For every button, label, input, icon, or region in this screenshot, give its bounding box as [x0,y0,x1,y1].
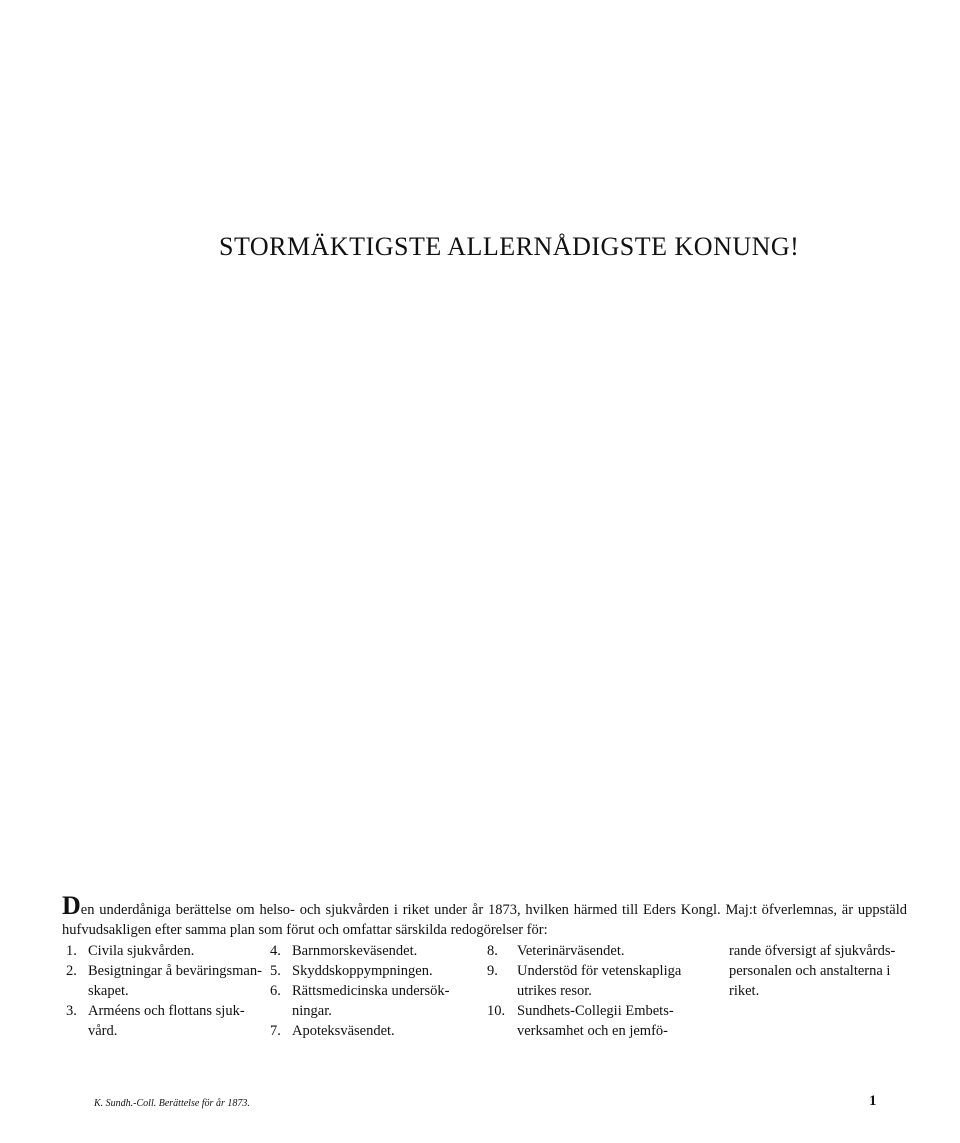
list-item-line: vård. [88,1023,118,1039]
list-item [66,961,276,1001]
list-item-line: Civila sjukvården. [88,943,195,959]
footer-source-line: K. Sundh.-Coll. Berättelse för år 1873. [94,1098,250,1109]
page-number: 1 [869,1093,877,1109]
list-item [270,961,490,981]
list-item-line: utrikes resor. [517,983,592,999]
list-column-1 [66,941,276,1041]
drop-cap: D [62,891,81,920]
list-item [270,941,490,961]
list-item-number: 3. [66,1003,77,1019]
list-item-line: Apoteksväsendet. [292,1023,395,1039]
intro-paragraph [62,891,907,940]
list-item [66,1001,276,1041]
list-item-line: Skyddskoppympningen. [292,963,433,979]
list-item-line: Sundhets-Collegii Embets- [517,1003,674,1019]
list-item-number: 7. [270,1023,281,1039]
list-item-number: 10. [487,1003,506,1019]
list-item-line: Barnmorskeväsendet. [292,943,418,959]
list-item [270,1021,490,1041]
list-item-number: 5. [270,963,281,979]
list-item [270,981,490,1021]
list-item-number: 2. [66,963,77,979]
list-item-number: 6. [270,983,281,999]
list-item [66,941,276,961]
list-item [487,1001,707,1041]
list-column-2 [270,941,490,1041]
page-heading: STORMÄKTIGSTE ALLERNÅDIGSTE KONUNG! [219,232,800,261]
list-item-line: Besigtningar å beväringsman- [88,963,262,979]
continuation-line: rande öfversigt af sjukvårds- [729,943,896,959]
list-item-line: Arméens och flottans sjuk- [88,1003,245,1019]
intro-text: en underdåniga berättelse om helso- och sjukvården i riket under år 1873, hvilken härmed till Eders Kongl. Maj:t öfverlemnas, är uppstäld hufvudsakligen efter samma plan som förut och omfattar särskilda redogörelser för: [62,902,907,938]
list-item-number: 8. [487,943,498,959]
list-item-line: Understöd för vetenskapliga [517,963,682,979]
list-item-number: 1. [66,943,77,959]
continuation-line: riket. [729,983,760,999]
list-item-line: verksamhet och en jemfö- [517,1023,668,1039]
continuation-line: personalen och anstalterna i [729,963,891,979]
list-item [487,961,707,1001]
list-item-line: Veterinärväsendet. [517,943,625,959]
list-continuation [729,941,909,1001]
list-item-line: Rättsmedicinska undersök- [292,983,450,999]
list-item-number: 4. [270,943,281,959]
list-item-line: skapet. [88,983,129,999]
list-item-number: 9. [487,963,498,979]
list-item [487,941,707,961]
list-item-line: ningar. [292,1003,332,1019]
list-column-3 [487,941,707,1041]
